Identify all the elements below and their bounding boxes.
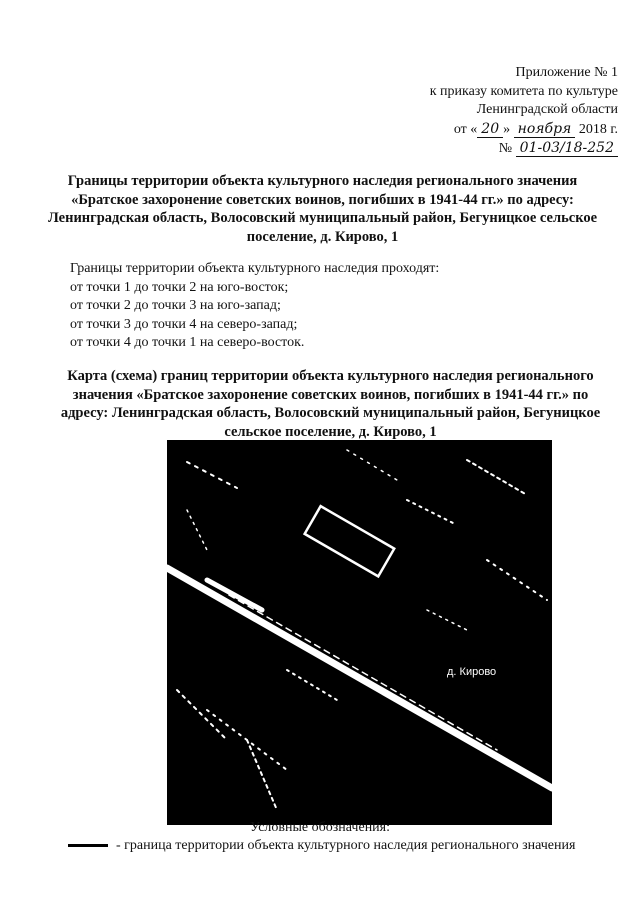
boundary-item: от точки 3 до точки 4 на северо-запад; — [70, 316, 298, 332]
appendix-order-number: № 01-03/18-252 — [430, 139, 618, 159]
appendix-number: Приложение № 1 — [515, 65, 618, 80]
village-label: д. Кирово — [447, 666, 497, 678]
boundaries-description — [70, 260, 439, 353]
document-title: Границы территории объекта культурного наследия регионального значения «Братское захоронение советских воинов, погибших в 1941-44 гг.» по адресу: Ленинградская область, Волосовский муниципальный район, Бегуницкое сельское поселение, д. Кирово, 1 — [47, 173, 598, 245]
boundary-line-symbol — [68, 844, 108, 847]
handwritten-month: ноября — [514, 121, 576, 138]
legend-item-label: - граница территории объекта культурного наследия регионального значения — [116, 838, 576, 853]
legend-title: Условные обозначения: — [249, 820, 391, 835]
appendix-order-reference: к приказу комитета по культуре — [429, 83, 618, 99]
handwritten-order-number: 01-03/18-252 — [516, 140, 618, 157]
boundary-item: от точки 1 до точки 2 на юго-восток; — [70, 279, 289, 295]
aerial-map — [167, 440, 552, 825]
boundary-item: от точки 2 до точки 3 на юго-запад; — [70, 298, 281, 313]
map-title: Карта (схема) границ территории объекта культурного наследия регионального значения «Братское захоронение советских воинов, погибших в 1941-44 гг.» по адресу: Ленинградская область, Волосовский муниципальный район, Бегуницкое сельское поселение, д. Кирово, 1 — [60, 368, 601, 440]
date-year: 2018 г. — [578, 121, 618, 137]
map-graphic — [167, 440, 552, 825]
handwritten-day: 20 — [477, 121, 503, 138]
boundary-item: от точки 4 до точки 1 на северо-восток. — [70, 335, 305, 350]
appendix-region: Ленинградской области — [476, 102, 618, 117]
legend-item — [68, 838, 575, 854]
appendix-header — [430, 64, 618, 159]
boundaries-intro: Границы территории объекта культурного наследия проходят: — [70, 261, 440, 276]
appendix-date: от « 20 » ноября 2018 г. — [453, 120, 618, 137]
